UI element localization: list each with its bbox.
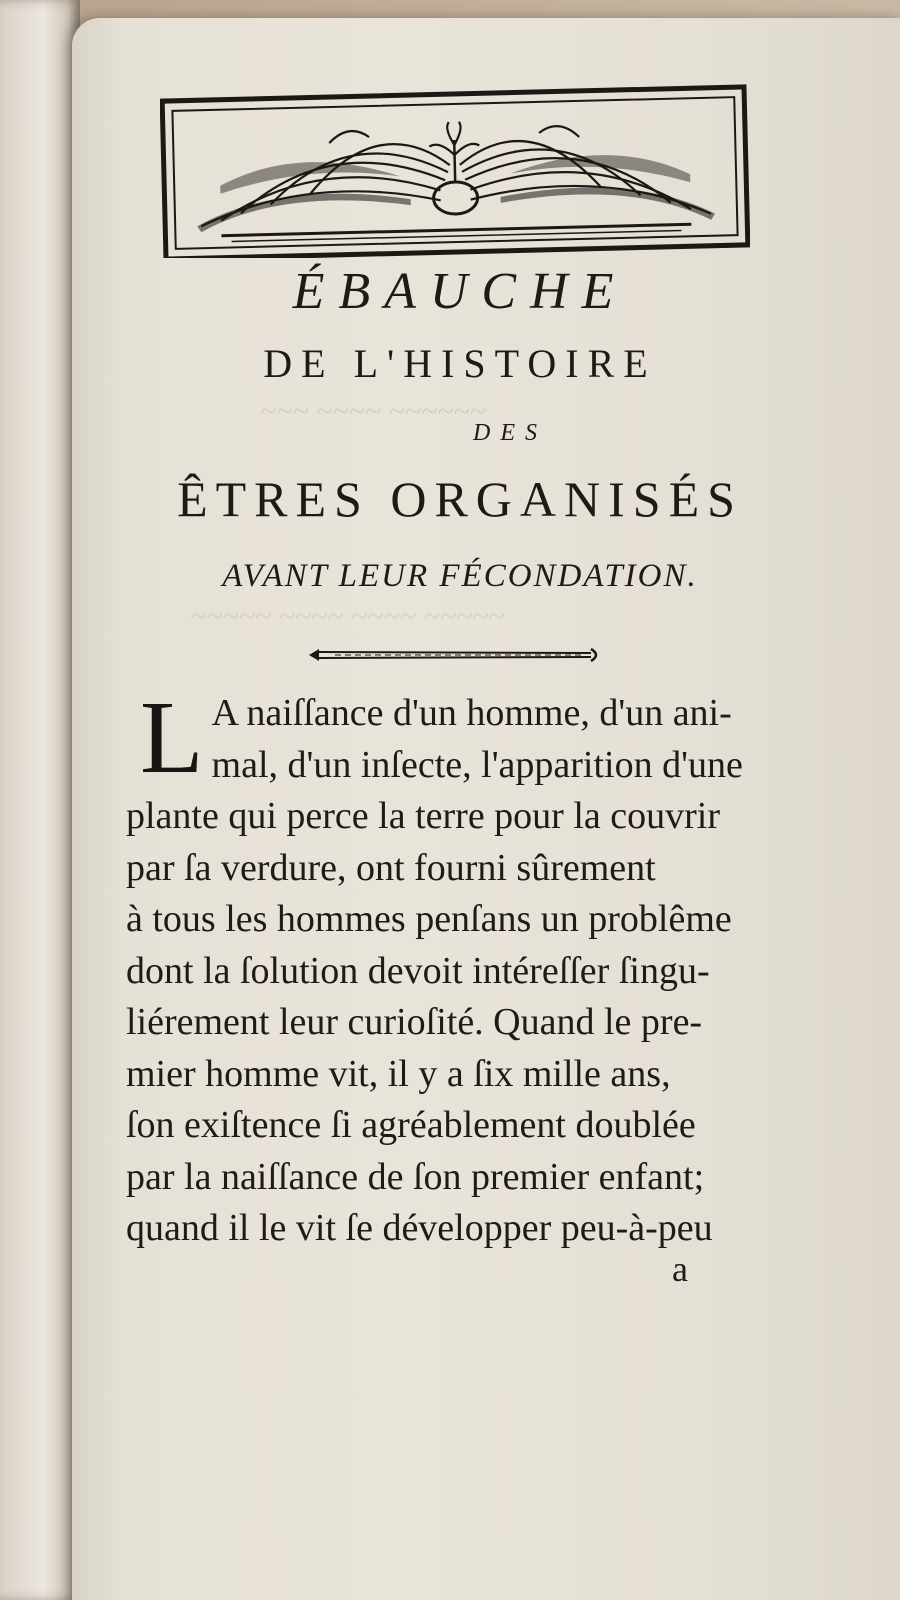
body-line: liérement leur curioſité. Quand le pre- xyxy=(126,1001,703,1043)
signature-mark: a xyxy=(672,1249,688,1289)
body-line: à tous les hommes penſans un problême xyxy=(126,898,732,940)
drop-cap: L xyxy=(140,680,204,795)
body-line: par la naiſſance de ſon premier enfant; xyxy=(126,1155,705,1198)
body-line: quand il le vit ſe développer peu-à-peu xyxy=(126,1207,713,1249)
body-line: mier homme vit, il y a ſix mille ans, xyxy=(126,1052,671,1095)
body-line: A naiſſance d'un homme, d'un ani- xyxy=(211,692,732,734)
floral-ornament-icon xyxy=(160,80,750,258)
body-line: mal, d'un inſecte, l'apparition d'une xyxy=(211,743,743,786)
title-line-4: ÊTRES ORGANISÉS xyxy=(177,471,743,527)
title-line-2: DE L'HISTOIRE xyxy=(263,341,657,386)
body-line: ſon exiſtence ſi agréablement doublée xyxy=(126,1104,696,1146)
body-line: par ſa verdure, ont fourni sûrement xyxy=(126,846,656,889)
title-line-5: AVANT LEUR FÉCONDATION. xyxy=(222,558,698,594)
body-line: plante qui perce la terre pour la couvrir xyxy=(126,795,720,837)
title-line-3: DES xyxy=(473,420,547,446)
body-line: dont la ſolution devoit intéreſſer ſingu- xyxy=(126,949,710,992)
title-line-1: ÉBAUCHE xyxy=(292,263,628,320)
decorative-rule-icon xyxy=(305,645,605,665)
body-text xyxy=(126,680,826,1255)
